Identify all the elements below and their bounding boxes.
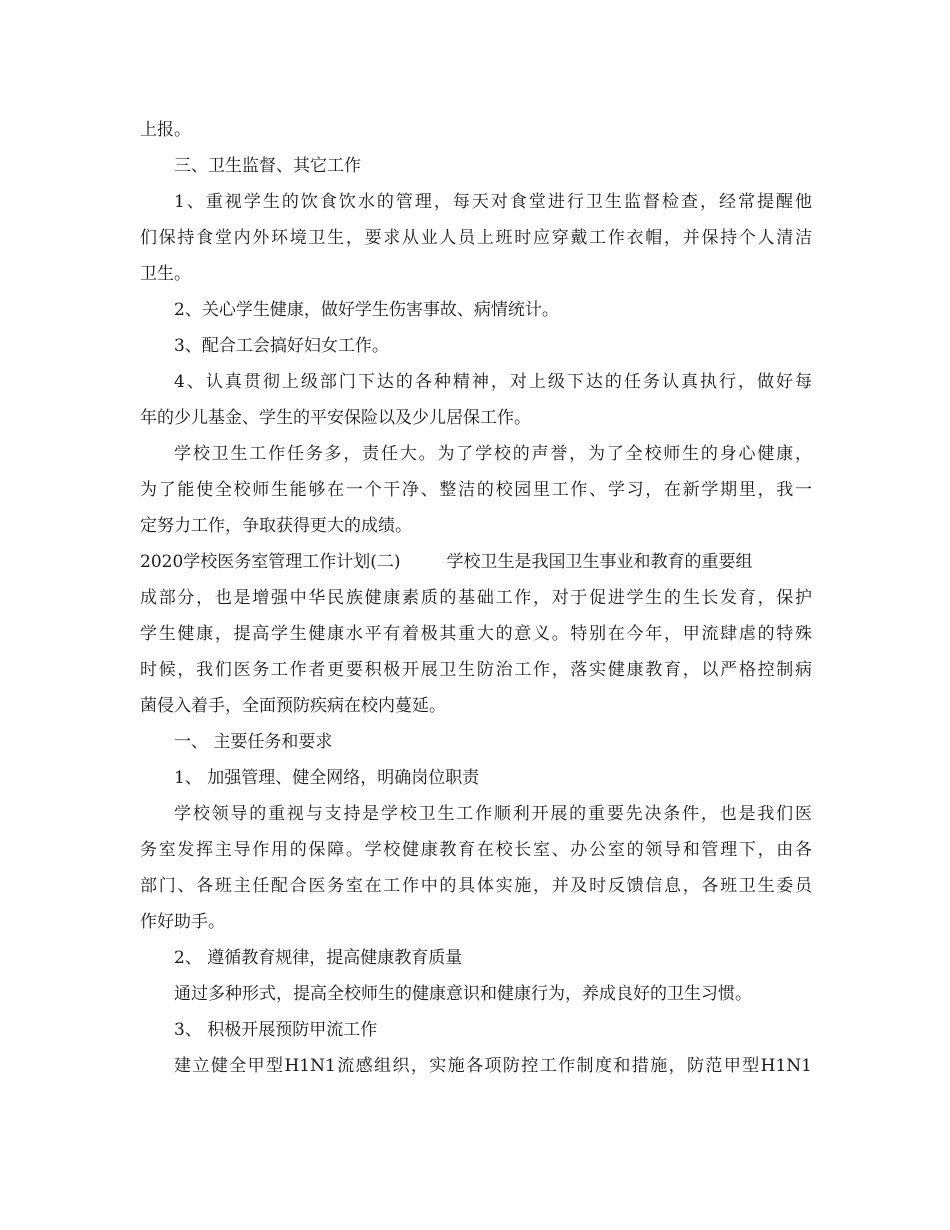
section-heading: 三、卫生监督、其它工作 — [174, 156, 361, 176]
document-body — [140, 112, 812, 1084]
text-line: 年的少儿基金、学生的平安保险以及少儿居保工作。 — [140, 408, 531, 428]
document-title: 2020学校医务室管理工作计划(二) — [140, 552, 401, 572]
section-heading: 一、 主要任务和要求 — [174, 732, 333, 752]
text-line: 3、配合工会搞好妇女工作。 — [174, 336, 389, 356]
text-line: 学校领导的重视与支持是学校卫生工作顺利开展的重要先决条件，也是我们医 — [174, 804, 812, 824]
text-line: 学生健康，提高学生健康水平有着极其重大的意义。特别在今年，甲流肆虐的特殊 — [140, 624, 812, 644]
subsection-heading: 1、 加强管理、健全网络，明确岗位职责 — [174, 768, 480, 788]
text-line: 定努力工作，争取获得更大的成绩。 — [140, 516, 412, 536]
document-title-line — [140, 544, 812, 580]
text-line: 菌侵入着手，全面预防疾病在校内蔓延。 — [140, 696, 446, 716]
subsection-heading: 2、 遵循教育规律，提高健康教育质量 — [174, 948, 463, 968]
text-line: 建立健全甲型H1N1流感组织，实施各项防控工作制度和措施，防范甲型H1N1 — [174, 1056, 812, 1076]
text-line: 务室发挥主导作用的保障。学校健康教育在校长室、办公室的领导和管理下，由各 — [140, 840, 812, 860]
text-line: 们保持食堂内外环境卫生，要求从业人员上班时应穿戴工作衣帽，并保持个人清洁 — [140, 228, 812, 248]
text-line: 通过多种形式，提高全校师生的健康意识和健康行为，养成良好的卫生习惯。 — [174, 984, 752, 1004]
text-line: 4、认真贯彻上级部门下达的各种精神，对上级下达的任务认真执行，做好每 — [174, 372, 812, 392]
text-line: 部门、各班主任配合医务室在工作中的具体实施，并及时反馈信息，各班卫生委员 — [140, 876, 812, 896]
text-line: 学校卫生工作任务多，责任大。为了学校的声誉，为了全校师生的身心健康， — [174, 444, 812, 464]
text-line: 卫生。 — [140, 264, 191, 284]
text-line: 时候，我们医务工作者更要积极开展卫生防治工作，落实健康教育，以严格控制病 — [140, 660, 812, 680]
text-line: 1、重视学生的饮食饮水的管理，每天对食堂进行卫生监督检查，经常提醒他 — [174, 192, 812, 212]
text-line: 成部分，也是增强中华民族健康素质的基础工作，对于促进学生的生长发育，保护 — [140, 588, 812, 608]
text-line: 为了能使全校师生能够在一个干净、整洁的校园里工作、学习，在新学期里，我一 — [140, 480, 812, 500]
text-line: 上报。 — [140, 120, 191, 140]
subsection-heading: 3、 积极开展预防甲流工作 — [174, 1020, 378, 1040]
text-line: 2、关心学生健康，做好学生伤害事故、病情统计。 — [174, 300, 559, 320]
text-line: 作好助手。 — [140, 912, 225, 932]
text-line: 学校卫生是我国卫生事业和教育的重要组 — [446, 552, 753, 572]
